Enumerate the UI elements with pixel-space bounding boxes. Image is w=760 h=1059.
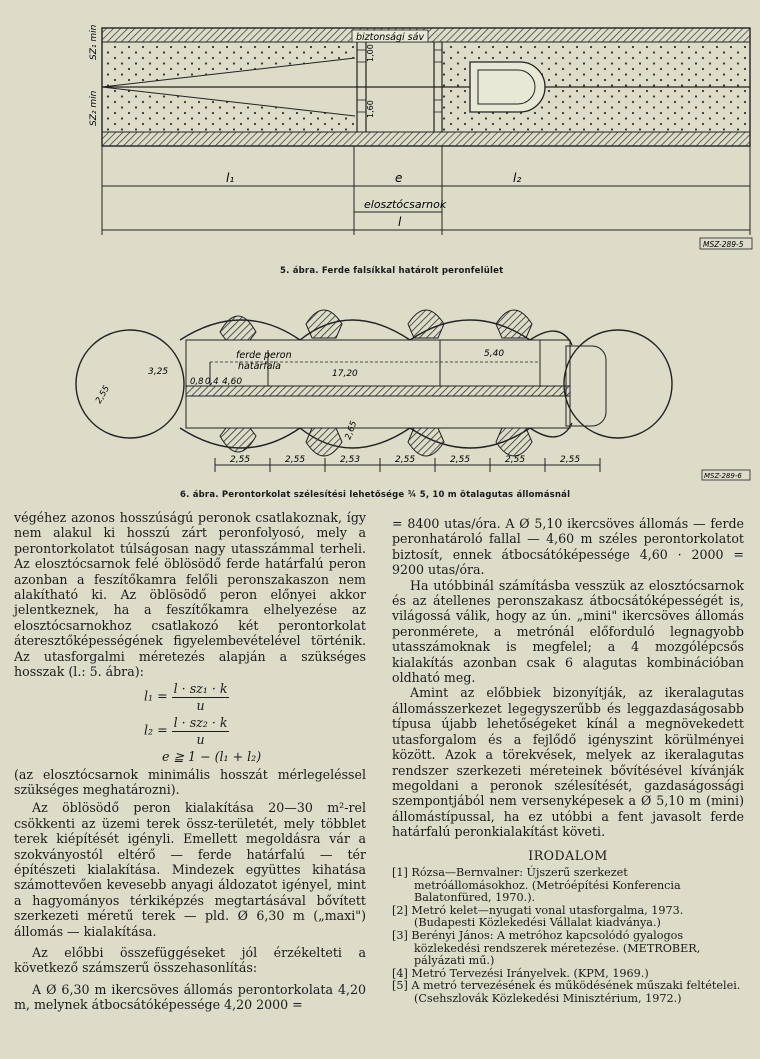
fig6-d017: 0,8 <box>190 377 204 387</box>
fig5-elosztocsarnok-label: elosztócsarnok <box>364 198 447 211</box>
fig6-dim-7: 2,55 <box>560 455 581 465</box>
fig5-sz1-label: SZ₁ min <box>89 24 99 60</box>
fig6-dim-5: 2,55 <box>450 455 471 465</box>
figure-6-caption: 6. ábra. Perontorkolat szélesítési lehetősége ¾ 5, 10 m ötalagutas állomásnál <box>180 490 571 500</box>
fig6-code: MSZ-289-6 <box>704 472 742 480</box>
fig5-l1-label: l₁ <box>226 171 235 185</box>
left-paragraph-5: A Ø 6,30 m ikercsöves állomás perontorkolata 4,20 m, melynek átbocsátóképessége 4,20 2000 = <box>14 981 366 1013</box>
reference-item: [5] A metró tervezésének és működésének műszaki feltételei. (Csehszlovák Közlekedési Minisztérium, 1972.) <box>392 979 741 1005</box>
fig6-hatarfala-label: határfala <box>238 361 281 372</box>
figure-6-drawing <box>0 282 760 482</box>
reference-item: [2] Metró kelet—nyugati vonal utasforgalma, 1973. (Budapesti Közlekedési Vállalat kiadványa.) <box>392 903 684 930</box>
fig6-d265: 2,65 <box>343 419 360 442</box>
fig6-dim-6: 2,55 <box>505 455 526 465</box>
right-paragraph-2: Ha utóbbinál számításba vesszük az elosztócsarnok és az átellenes peronszakasz átbocsátóképességét is, világossá válik, hogy az ún. „mini" ikercsöves állomás peronmérete, a metrónál előforduló legnagyobb utasszámoknak is megfelel; a 4 mozgólépcsős kialakítás azonban csak 6 alagutas kombinációban oldható meg. <box>392 577 744 686</box>
formula-l1-lhs: l₁ = <box>144 688 168 704</box>
references-list <box>392 867 744 1006</box>
reference-item: [3] Berényi János: A metróhoz kapcsolódó gyalogos közlekedési rendszerek méretezése. (METROBER, pályázati mű.) <box>392 928 701 968</box>
fig5-dim-1: 1,00 <box>366 44 375 62</box>
fig5-e-label: e <box>395 171 403 185</box>
formula-l2 <box>14 715 366 747</box>
fig6-d325: 3,25 <box>148 367 169 377</box>
fig6-dim-3: 2,53 <box>340 455 361 465</box>
formula-l1-den: u <box>196 697 205 713</box>
formula-l2-lhs: l₂ = <box>144 722 168 738</box>
fig6-d04: 0,4 <box>205 377 219 387</box>
left-column <box>14 510 366 1013</box>
reference-item: [1] Rózsa—Bernvalner: Újszerű szerkezet metróállomásokhoz. (Metróépítési Konferencia Balatonfüred, 1970.). <box>392 865 681 905</box>
formula-e: e ≧ 1 − (l₁ + l₂) <box>162 749 262 765</box>
left-paragraph-3: Az öblösödő peron kialakítása 20—30 m²-rel csökkenti az üzemi terek össz-területét, mely többlet terek kiépítését igényli. Emellett megoldásra vár a szokványostól eltérő — ferde határfalú — tér építészeti kialakítása. Mindezek együttes kihatása számottevően kevesebb anyagi áldozatot igényel, mint a hagyományos térkiképzés megtartásával bővített szerkezeti méretű terek — pld. Ø 6,30 m („maxi") állomás — kialakítása. <box>14 800 366 939</box>
fig6-d1720: 17,20 <box>332 369 358 379</box>
fig5-dim-2: 1,60 <box>366 100 375 118</box>
fig5-l-label: l <box>398 215 402 229</box>
fig6-dim-1: 2,55 <box>230 455 251 465</box>
formula-l1 <box>14 681 366 713</box>
fig5-l2-label: l₂ <box>513 171 522 185</box>
fig6-d540: 5,40 <box>484 349 505 359</box>
figure-5-drawing <box>0 0 760 262</box>
fig6-d460: 4,60 <box>222 377 243 387</box>
formula-l2-den: u <box>196 731 205 747</box>
references-title: IRODALOM <box>528 847 608 863</box>
formula-l2-num: l · sz₂ · k <box>173 715 228 731</box>
formula-l1-num: l · sz₁ · k <box>173 681 228 697</box>
fig6-dim-2: 2,55 <box>285 455 306 465</box>
reference-item: [4] Metró Tervezési Irányelvek. (KPM, 1969.) <box>392 966 649 980</box>
left-paragraph-4: Az előbbi összefüggéseket jól érzékelteti a következő számszerű összehasonlítás: <box>14 944 366 976</box>
left-paragraph-1: végéhez azonos hosszúságú peronok csatlakoznak, így nem alakul ki hosszú zárt peronfolyosó, mely a perontorkolatot túlságosan nagy utasszámmal terheli. Az elosztócsarnok felé öblösödő ferde határfalú peron azonban a feszítőkamra felőli peronszakaszon nem alakítható ki. Az öblösödő peron előnyei akkor jelentkeznek, ha a feszítőkamra elhelyezése az elosztócsarnokhoz csatlakozó két perontorkolat áteresztőképességének figyelembevételével történik. Az utasforgalmi méretezés alapján a szükséges hosszak (l.: 5. ábra): <box>14 510 366 680</box>
fig6-dim-4: 2,55 <box>395 455 416 465</box>
fig5-code: MSZ-289-5 <box>703 240 744 249</box>
left-paragraph-2: (az elosztócsarnok minimális hosszát mérlegeléssel szükséges meghatározni). <box>14 766 366 797</box>
fig5-sz2-label: SZ₂ min <box>89 90 99 126</box>
fig6-d255-r: 2,55 <box>93 384 113 406</box>
right-column <box>392 516 744 1005</box>
fig6-ferde-peron-label: ferde peron <box>236 350 292 361</box>
fig5-biztonsagi-sav-label: biztonsági sáv <box>356 32 425 43</box>
figure-5-caption: 5. ábra. Ferde falsíkkal határolt peronfelület <box>280 266 504 276</box>
right-paragraph-1: = 8400 utas/óra. A Ø 5,10 ikercsöves állomás — ferde peronhatároló fallal — 4,60 m széles perontorkolatot biztosít, ennek átbocsátóképessége 4,60 · 2000 = 9200 utas/óra. <box>392 516 744 578</box>
right-paragraph-3: Amint az előbbiek bizonyítják, az ikeralagutas állomásszerkezet legegyszerűbb és leggazdaságosabb típusa újabb lehetőségeket kínál a megnövekedett utasforgalom és a fejlődő igényszint körülményei között. Azok a törekvések, melyek az ikeralagutas rendszer szerkezeti méreteinek bővítésével kívánják megoldani a peronok szélesítését, gazdaságossági szempontjából nem versenyképesek a Ø 5,10 m (mini) állomástípussal, ha ez utóbbi a fent javasolt ferde határfalú peronkialakítást követi. <box>392 685 744 840</box>
